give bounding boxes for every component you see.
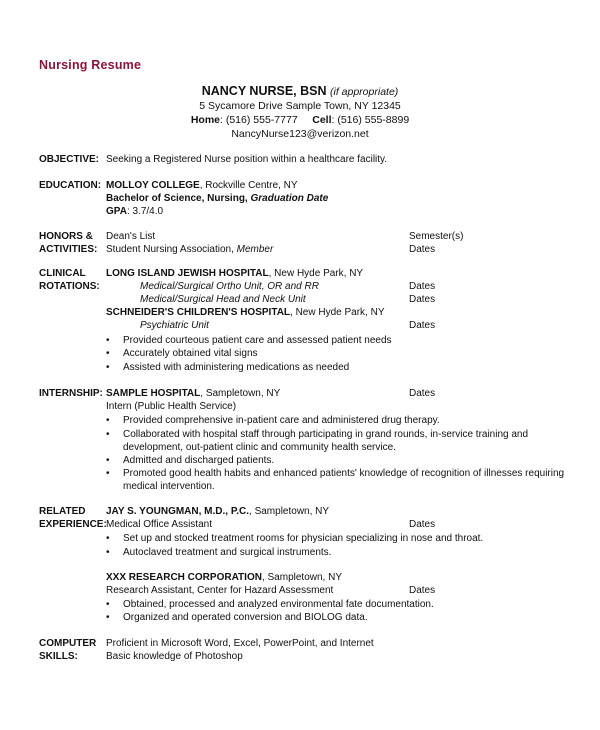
education-label: EDUCATION: (39, 180, 102, 191)
activity-date: Dates (409, 244, 436, 255)
employer-2-date: Dates (409, 585, 436, 596)
honor-item: Dean's List (106, 231, 156, 242)
address: 5 Sycamore Drive Sample Town, NY 12345 (199, 100, 401, 112)
computer-label-2: SKILLS: (39, 651, 78, 662)
honors-label-1: HONORS & (39, 231, 93, 242)
related-label-1: RELATED (39, 506, 86, 517)
unit-2: Medical/Surgical Head and Neck Unit (140, 294, 306, 305)
employer-1-date: Dates (409, 519, 436, 530)
unit-1-date: Dates (409, 281, 436, 292)
internship-date: Dates (409, 388, 436, 399)
objective-text: Seeking a Registered Nurse position within a healthcare facility. (106, 154, 388, 165)
computer-label-1: COMPUTER (39, 638, 97, 649)
applicant-name: NANCY NURSE, BSN (if appropriate) (201, 84, 399, 98)
internship-role: Intern (Public Health Service) (106, 401, 237, 412)
gpa-line: GPA: 3.7/4.0 (106, 206, 164, 217)
contact-header (0, 84, 600, 141)
clinical-label-2: ROTATIONS: (39, 281, 100, 292)
bullet-icon: • (106, 547, 110, 558)
bullet-icon: • (106, 335, 110, 346)
bullet-icon: • (106, 468, 110, 479)
bullet-icon: • (106, 429, 110, 440)
unit-1: Medical/Surgical Ortho Unit, OR and RR (140, 281, 319, 292)
employer-1-role: Medical Office Assistant (106, 519, 212, 530)
bullet-icon: • (106, 533, 110, 544)
bullet-icon: • (106, 599, 110, 610)
bullet-icon: • (106, 348, 110, 359)
employer-1: JAY S. YOUNGMAN, M.D., P.C., Sampletown, NY (106, 506, 330, 517)
bullet-icon: • (106, 362, 110, 373)
school-line: MOLLOY COLLEGE, Rockville Centre, NY (106, 180, 298, 191)
cell-label: Cell (312, 114, 332, 126)
related-label-2: EXPERIENCE: (39, 519, 107, 530)
phone-line (0, 113, 600, 127)
hospital-2: SCHNEIDER'S CHILDREN'S HOSPITAL, New Hyde Park, NY (106, 307, 385, 318)
skills-line-1: Proficient in Microsoft Word, Excel, PowerPoint, and Internet (106, 638, 374, 649)
employer-2-role: Research Assistant, Center for Hazard Assessment (106, 585, 334, 596)
unit-2-date: Dates (409, 294, 436, 305)
internship-org: SAMPLE HOSPITAL, Sampletown, NY (106, 388, 281, 399)
graduation-date: Graduation Date (250, 193, 329, 204)
name-note: (if appropriate) (330, 86, 399, 98)
unit-3: Psychiatric Unit (140, 320, 209, 331)
employer-2: XXX RESEARCH CORPORATION, Sampletown, NY (106, 572, 342, 583)
honors-label-2: ACTIVITIES: (39, 244, 98, 255)
internship-label: INTERNSHIP: (39, 388, 103, 399)
unit-3-date: Dates (409, 320, 436, 331)
bullet-icon: • (106, 415, 110, 426)
clinical-label-1: CLINICAL (39, 268, 86, 279)
activity-item: Student Nursing Association, Member (106, 244, 274, 255)
document-title: Nursing Resume (39, 58, 142, 72)
skills-line-2: Basic knowledge of Photoshop (106, 651, 243, 662)
objective-label: OBJECTIVE: (39, 154, 100, 165)
email: NancyNurse123@verizon.net (231, 128, 369, 140)
home-phone: : (516) 555-7777 (220, 114, 298, 126)
home-label: Home (190, 114, 221, 126)
bullet-icon: • (106, 455, 110, 466)
hospital-1: LONG ISLAND JEWISH HOSPITAL, New Hyde Park, NY (106, 268, 364, 279)
honor-date: Semester(s) (409, 231, 464, 242)
cell-phone: : (516) 555-8899 (331, 114, 410, 126)
bullet-icon: • (106, 612, 110, 623)
degree-line: Bachelor of Science, Nursing, Graduation Date (106, 193, 329, 204)
